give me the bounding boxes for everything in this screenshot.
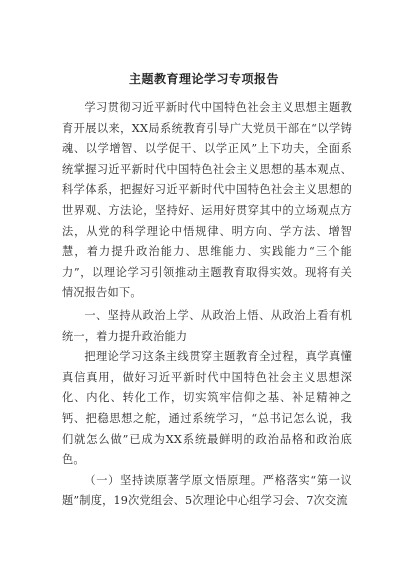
- document-body: [62, 98, 352, 512]
- subsection-paragraph-1: （一）坚持读原著学原文悟原理。严格落实“第一议题”制度，19次党组会、5次理论中心组学习会、7次交流: [62, 473, 352, 508]
- section-paragraph: 把理论学习这条主线贯穿主题教育全过程，真学真懂真信真用，做好习近平新时代中国特色社会主义思想深化、内化、转化工作，切实筑牢信仰之基、补足精神之钙、把稳思想之舵，通过系统学习，“总书记怎么说，我们就怎么做”已成为XX系统最鲜明的政治品格和政治底色。: [62, 350, 352, 467]
- section-heading-1: 一、坚持从政治上学、从政治上悟、从政治上看有机统一，着力提升政治能力: [62, 308, 352, 343]
- document-title: 主题教育理论学习专项报告: [128, 72, 279, 86]
- intro-paragraph: 学习贯彻习近平新时代中国特色社会主义思想主题教育开展以来，XX局系统教育引导广大党员干部在“以学铸魂、以学增智、以学促干、以学正风”上下功夫，全面系统掌握习近平新时代中国特色社会主义思想的基本观点、科学体系，把握好习近平新时代中国特色社会主义思想的世界观、方法论，坚持好、运用好贯穿其中的立场观点方法，从党的科学理论中悟规律、明方向、学方法、增智慧，着力提升政治能力、思维能力、实践能力“三个能力”，以理论学习引领推动主题教育取得实效。现将有关情况报告如下。: [62, 101, 352, 300]
